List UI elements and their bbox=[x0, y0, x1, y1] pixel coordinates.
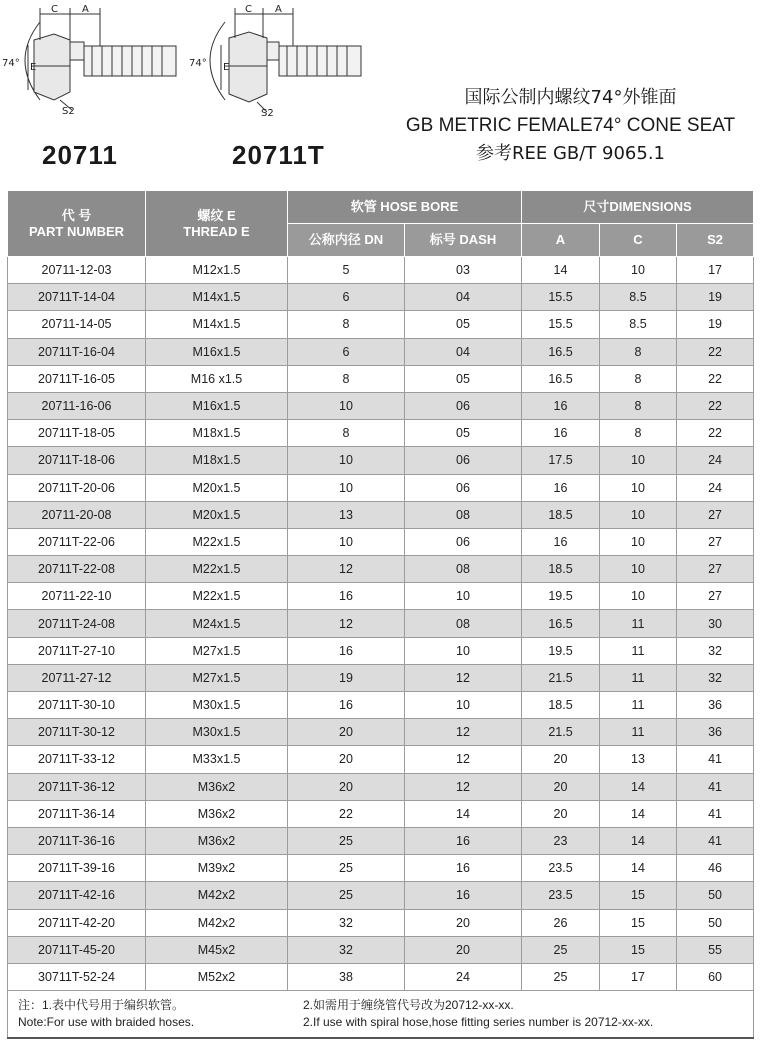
cell-part-number: 20711-22-10 bbox=[8, 583, 146, 610]
dim-c-label: C bbox=[51, 4, 58, 15]
cell-dn: 22 bbox=[288, 800, 405, 827]
header-a: A bbox=[522, 224, 600, 257]
cell-dn: 13 bbox=[288, 501, 405, 528]
cell-dash: 20 bbox=[405, 909, 522, 936]
cell-dash: 12 bbox=[405, 719, 522, 746]
cell-dim-c: 8 bbox=[600, 420, 677, 447]
cell-dim-c: 11 bbox=[600, 610, 677, 637]
cell-thread: M30x1.5 bbox=[146, 692, 288, 719]
cell-dim-a: 16.5 bbox=[522, 338, 600, 365]
cell-dn: 25 bbox=[288, 882, 405, 909]
cell-dim-s2: 32 bbox=[677, 637, 754, 664]
header-part-number bbox=[8, 191, 146, 257]
table-row bbox=[8, 556, 754, 583]
table-row bbox=[8, 800, 754, 827]
cell-thread: M12x1.5 bbox=[146, 257, 288, 284]
cell-thread: M39x2 bbox=[146, 855, 288, 882]
cell-dim-a: 21.5 bbox=[522, 664, 600, 691]
cell-dim-c: 11 bbox=[600, 637, 677, 664]
cell-dim-a: 15.5 bbox=[522, 284, 600, 311]
dim-e-label: E bbox=[30, 62, 37, 73]
cell-thread: M45x2 bbox=[146, 936, 288, 963]
cell-thread: M52x2 bbox=[146, 963, 288, 990]
cell-dn: 20 bbox=[288, 746, 405, 773]
table-row bbox=[8, 827, 754, 854]
cell-dash: 16 bbox=[405, 882, 522, 909]
cell-thread: M20x1.5 bbox=[146, 474, 288, 501]
table-row bbox=[8, 311, 754, 338]
notes-cell bbox=[8, 991, 754, 1039]
cell-dim-s2: 17 bbox=[677, 257, 754, 284]
table-row bbox=[8, 257, 754, 284]
table-row bbox=[8, 963, 754, 990]
cell-dn: 8 bbox=[288, 420, 405, 447]
cell-thread: M42x2 bbox=[146, 909, 288, 936]
table-row bbox=[8, 882, 754, 909]
title-block bbox=[388, 84, 753, 168]
cell-dim-c: 8 bbox=[600, 365, 677, 392]
cell-dash: 14 bbox=[405, 800, 522, 827]
cell-dn: 8 bbox=[288, 311, 405, 338]
cell-dn: 38 bbox=[288, 963, 405, 990]
angle-label: 74° bbox=[189, 58, 207, 69]
table-row bbox=[8, 528, 754, 555]
cell-thread: M16x1.5 bbox=[146, 338, 288, 365]
fitting-drawing-20711 bbox=[0, 0, 185, 125]
cell-thread: M16x1.5 bbox=[146, 392, 288, 419]
cell-dash: 03 bbox=[405, 257, 522, 284]
cell-dash: 10 bbox=[405, 637, 522, 664]
cell-dim-s2: 27 bbox=[677, 556, 754, 583]
cell-dim-c: 8.5 bbox=[600, 311, 677, 338]
cell-thread: M14x1.5 bbox=[146, 284, 288, 311]
cell-dim-a: 26 bbox=[522, 909, 600, 936]
cell-part-number: 20711T-36-12 bbox=[8, 773, 146, 800]
cell-dim-a: 23.5 bbox=[522, 882, 600, 909]
model-number-20711t: 20711T bbox=[232, 140, 325, 170]
cell-part-number: 20711-14-05 bbox=[8, 311, 146, 338]
cell-dash: 04 bbox=[405, 338, 522, 365]
title-chinese: 国际公制内螺纹74°外锥面 bbox=[464, 87, 677, 108]
cell-dim-s2: 22 bbox=[677, 392, 754, 419]
cell-dn: 8 bbox=[288, 365, 405, 392]
cell-dash: 06 bbox=[405, 447, 522, 474]
cell-dim-a: 16.5 bbox=[522, 610, 600, 637]
cell-dim-c: 10 bbox=[600, 528, 677, 555]
hex-label: S2 bbox=[62, 106, 75, 117]
cell-dn: 16 bbox=[288, 637, 405, 664]
cell-dim-a: 23.5 bbox=[522, 855, 600, 882]
title-standard: 参考REE GB/T 9065.1 bbox=[475, 143, 666, 164]
cell-dim-s2: 27 bbox=[677, 501, 754, 528]
dim-a-label: A bbox=[275, 4, 282, 15]
cell-thread: M24x1.5 bbox=[146, 610, 288, 637]
cell-dim-s2: 22 bbox=[677, 338, 754, 365]
cell-dim-s2: 32 bbox=[677, 664, 754, 691]
header-dn: 公称内径 DN bbox=[288, 224, 405, 257]
table-row bbox=[8, 501, 754, 528]
cell-dim-s2: 36 bbox=[677, 719, 754, 746]
cell-dim-a: 18.5 bbox=[522, 692, 600, 719]
cell-thread: M27x1.5 bbox=[146, 664, 288, 691]
cell-thread: M22x1.5 bbox=[146, 583, 288, 610]
table-row bbox=[8, 420, 754, 447]
cell-dim-c: 15 bbox=[600, 936, 677, 963]
cell-dash: 12 bbox=[405, 664, 522, 691]
cell-dim-a: 18.5 bbox=[522, 556, 600, 583]
cell-dash: 06 bbox=[405, 392, 522, 419]
cell-thread: M36x2 bbox=[146, 773, 288, 800]
cell-dim-a: 18.5 bbox=[522, 501, 600, 528]
cell-part-number: 20711-16-06 bbox=[8, 392, 146, 419]
cell-dim-a: 20 bbox=[522, 773, 600, 800]
cell-dim-c: 11 bbox=[600, 719, 677, 746]
cell-part-number: 20711T-18-06 bbox=[8, 447, 146, 474]
cell-part-number: 20711-20-08 bbox=[8, 501, 146, 528]
table-row bbox=[8, 447, 754, 474]
cell-part-number: 20711T-16-04 bbox=[8, 338, 146, 365]
cell-dim-a: 16 bbox=[522, 392, 600, 419]
table-row bbox=[8, 773, 754, 800]
cell-dash: 16 bbox=[405, 827, 522, 854]
table-row bbox=[8, 284, 754, 311]
cell-thread: M33x1.5 bbox=[146, 746, 288, 773]
cell-part-number: 20711T-36-14 bbox=[8, 800, 146, 827]
cell-dim-c: 10 bbox=[600, 474, 677, 501]
cell-part-number: 20711T-24-08 bbox=[8, 610, 146, 637]
cell-dim-c: 8.5 bbox=[600, 284, 677, 311]
cell-dn: 25 bbox=[288, 855, 405, 882]
cell-dim-s2: 24 bbox=[677, 474, 754, 501]
cell-dn: 5 bbox=[288, 257, 405, 284]
spec-table bbox=[7, 190, 754, 1039]
cell-dim-c: 11 bbox=[600, 692, 677, 719]
cell-dim-s2: 41 bbox=[677, 800, 754, 827]
cell-dim-c: 15 bbox=[600, 909, 677, 936]
cell-dim-c: 15 bbox=[600, 882, 677, 909]
cell-dn: 16 bbox=[288, 583, 405, 610]
cell-thread: M18x1.5 bbox=[146, 447, 288, 474]
cell-dn: 19 bbox=[288, 664, 405, 691]
model-number-20711: 20711 bbox=[42, 140, 118, 170]
cell-dim-a: 20 bbox=[522, 800, 600, 827]
hex-label: S2 bbox=[261, 108, 274, 119]
cell-dn: 20 bbox=[288, 773, 405, 800]
cell-dim-s2: 55 bbox=[677, 936, 754, 963]
cell-dim-s2: 27 bbox=[677, 528, 754, 555]
table-row bbox=[8, 610, 754, 637]
cell-dash: 04 bbox=[405, 284, 522, 311]
angle-label: 74° bbox=[2, 58, 20, 69]
cell-dn: 12 bbox=[288, 610, 405, 637]
cell-dim-c: 8 bbox=[600, 338, 677, 365]
cell-dim-a: 16 bbox=[522, 528, 600, 555]
cell-part-number: 20711T-20-06 bbox=[8, 474, 146, 501]
header-part-en: PART NUMBER bbox=[28, 223, 125, 239]
table-row bbox=[8, 338, 754, 365]
cell-thread: M36x2 bbox=[146, 800, 288, 827]
header-thread-cn: 螺纹 E bbox=[197, 207, 236, 223]
cell-dn: 12 bbox=[288, 556, 405, 583]
cell-dim-a: 16 bbox=[522, 474, 600, 501]
header-dimensions: 尺寸DIMENSIONS bbox=[522, 191, 754, 224]
cell-dn: 6 bbox=[288, 338, 405, 365]
cell-dn: 32 bbox=[288, 909, 405, 936]
cell-dim-a: 23 bbox=[522, 827, 600, 854]
cell-thread: M36x2 bbox=[146, 827, 288, 854]
cell-part-number: 20711T-27-10 bbox=[8, 637, 146, 664]
cell-dash: 05 bbox=[405, 365, 522, 392]
cell-dim-c: 11 bbox=[600, 664, 677, 691]
cell-dash: 16 bbox=[405, 855, 522, 882]
cell-dim-c: 14 bbox=[600, 773, 677, 800]
cell-dash: 05 bbox=[405, 311, 522, 338]
cell-dim-c: 10 bbox=[600, 583, 677, 610]
cell-dash: 20 bbox=[405, 936, 522, 963]
cell-dash: 08 bbox=[405, 501, 522, 528]
cell-part-number: 20711T-45-20 bbox=[8, 936, 146, 963]
cell-part-number: 20711T-22-06 bbox=[8, 528, 146, 555]
note-1-en: Note:For use with braided hoses. bbox=[18, 1015, 195, 1030]
note-1-cn: 注：1.表中代号用于编织软管。 bbox=[18, 998, 185, 1013]
table-row bbox=[8, 746, 754, 773]
cell-part-number: 20711-27-12 bbox=[8, 664, 146, 691]
cell-dim-c: 17 bbox=[600, 963, 677, 990]
cell-dim-s2: 36 bbox=[677, 692, 754, 719]
cell-thread: M22x1.5 bbox=[146, 528, 288, 555]
cell-dash: 06 bbox=[405, 474, 522, 501]
cell-dn: 10 bbox=[288, 528, 405, 555]
cell-part-number: 20711T-14-04 bbox=[8, 284, 146, 311]
cell-dn: 25 bbox=[288, 827, 405, 854]
cell-dash: 06 bbox=[405, 528, 522, 555]
header-part-cn: 代 号 bbox=[61, 207, 92, 223]
cell-part-number: 20711T-22-08 bbox=[8, 556, 146, 583]
header-thread-en: THREAD E bbox=[183, 223, 250, 239]
cell-dim-c: 8 bbox=[600, 392, 677, 419]
cell-dim-a: 19.5 bbox=[522, 583, 600, 610]
cell-dim-s2: 22 bbox=[677, 365, 754, 392]
note-2-cn: 2.如需用于缠绕管代号改为20712-xx-xx. bbox=[303, 998, 514, 1013]
cell-thread: M14x1.5 bbox=[146, 311, 288, 338]
cell-dim-a: 15.5 bbox=[522, 311, 600, 338]
cell-dn: 10 bbox=[288, 392, 405, 419]
cell-part-number: 20711T-30-10 bbox=[8, 692, 146, 719]
cell-part-number: 20711T-42-20 bbox=[8, 909, 146, 936]
cell-thread: M16 x1.5 bbox=[146, 365, 288, 392]
cell-dim-s2: 60 bbox=[677, 963, 754, 990]
cell-part-number: 30711T-52-24 bbox=[8, 963, 146, 990]
cell-part-number: 20711T-16-05 bbox=[8, 365, 146, 392]
cell-dim-c: 14 bbox=[600, 855, 677, 882]
cell-thread: M18x1.5 bbox=[146, 420, 288, 447]
cell-dn: 10 bbox=[288, 447, 405, 474]
cell-dim-c: 10 bbox=[600, 501, 677, 528]
cell-dn: 20 bbox=[288, 719, 405, 746]
cell-dn: 6 bbox=[288, 284, 405, 311]
cell-thread: M20x1.5 bbox=[146, 501, 288, 528]
cell-dash: 12 bbox=[405, 773, 522, 800]
cell-thread: M42x2 bbox=[146, 882, 288, 909]
cell-part-number: 20711T-30-12 bbox=[8, 719, 146, 746]
cell-dim-a: 14 bbox=[522, 257, 600, 284]
fitting-drawing-20711t bbox=[185, 0, 370, 125]
cell-dim-c: 14 bbox=[600, 827, 677, 854]
table-row bbox=[8, 664, 754, 691]
cell-part-number: 20711T-18-05 bbox=[8, 420, 146, 447]
cell-dim-s2: 24 bbox=[677, 447, 754, 474]
cell-dim-s2: 19 bbox=[677, 311, 754, 338]
cell-part-number: 20711-12-03 bbox=[8, 257, 146, 284]
cell-dim-a: 16.5 bbox=[522, 365, 600, 392]
cell-dim-s2: 41 bbox=[677, 827, 754, 854]
cell-dim-c: 14 bbox=[600, 800, 677, 827]
header-hose-bore: 软管 HOSE BORE bbox=[288, 191, 522, 224]
cell-dim-s2: 41 bbox=[677, 746, 754, 773]
cell-dash: 10 bbox=[405, 583, 522, 610]
dim-e-label: E bbox=[223, 62, 230, 73]
cell-dim-s2: 50 bbox=[677, 909, 754, 936]
title-english: GB METRIC FEMALE74° CONE SEAT bbox=[405, 115, 736, 136]
cell-dim-a: 21.5 bbox=[522, 719, 600, 746]
dim-a-label: A bbox=[82, 4, 89, 15]
cell-dash: 08 bbox=[405, 610, 522, 637]
cell-dim-s2: 30 bbox=[677, 610, 754, 637]
header-dash: 标号 DASH bbox=[405, 224, 522, 257]
table-row bbox=[8, 692, 754, 719]
cell-dim-a: 16 bbox=[522, 420, 600, 447]
cell-dim-c: 10 bbox=[600, 556, 677, 583]
cell-dim-a: 17.5 bbox=[522, 447, 600, 474]
cell-dim-s2: 27 bbox=[677, 583, 754, 610]
table-row bbox=[8, 583, 754, 610]
cell-dn: 16 bbox=[288, 692, 405, 719]
cell-dash: 24 bbox=[405, 963, 522, 990]
cell-thread: M30x1.5 bbox=[146, 719, 288, 746]
cell-part-number: 20711T-42-16 bbox=[8, 882, 146, 909]
cell-dim-c: 10 bbox=[600, 447, 677, 474]
cell-part-number: 20711T-39-16 bbox=[8, 855, 146, 882]
cell-dim-s2: 46 bbox=[677, 855, 754, 882]
cell-part-number: 20711T-33-12 bbox=[8, 746, 146, 773]
table-row bbox=[8, 474, 754, 501]
cell-dim-a: 20 bbox=[522, 746, 600, 773]
header-thread bbox=[146, 191, 288, 257]
table-row bbox=[8, 855, 754, 882]
header-s2: S2 bbox=[677, 224, 754, 257]
cell-dim-c: 10 bbox=[600, 257, 677, 284]
table-row bbox=[8, 936, 754, 963]
table-row bbox=[8, 365, 754, 392]
cell-dim-s2: 22 bbox=[677, 420, 754, 447]
dim-c-label: C bbox=[245, 4, 252, 15]
cell-thread: M27x1.5 bbox=[146, 637, 288, 664]
table-row bbox=[8, 637, 754, 664]
header-c: C bbox=[600, 224, 677, 257]
cell-dn: 10 bbox=[288, 474, 405, 501]
cell-dn: 32 bbox=[288, 936, 405, 963]
cell-dim-s2: 19 bbox=[677, 284, 754, 311]
cell-dash: 08 bbox=[405, 556, 522, 583]
cell-part-number: 20711T-36-16 bbox=[8, 827, 146, 854]
table-row bbox=[8, 392, 754, 419]
note-2-en: 2.If use with spiral hose,hose fitting series number is 20712-xx-xx. bbox=[303, 1015, 654, 1030]
cell-dash: 05 bbox=[405, 420, 522, 447]
cell-dim-a: 25 bbox=[522, 936, 600, 963]
cell-dim-a: 19.5 bbox=[522, 637, 600, 664]
cell-dim-s2: 50 bbox=[677, 882, 754, 909]
cell-thread: M22x1.5 bbox=[146, 556, 288, 583]
cell-dim-a: 25 bbox=[522, 963, 600, 990]
table-row bbox=[8, 719, 754, 746]
cell-dash: 12 bbox=[405, 746, 522, 773]
cell-dim-s2: 41 bbox=[677, 773, 754, 800]
cell-dash: 10 bbox=[405, 692, 522, 719]
cell-dim-c: 13 bbox=[600, 746, 677, 773]
table-row bbox=[8, 909, 754, 936]
